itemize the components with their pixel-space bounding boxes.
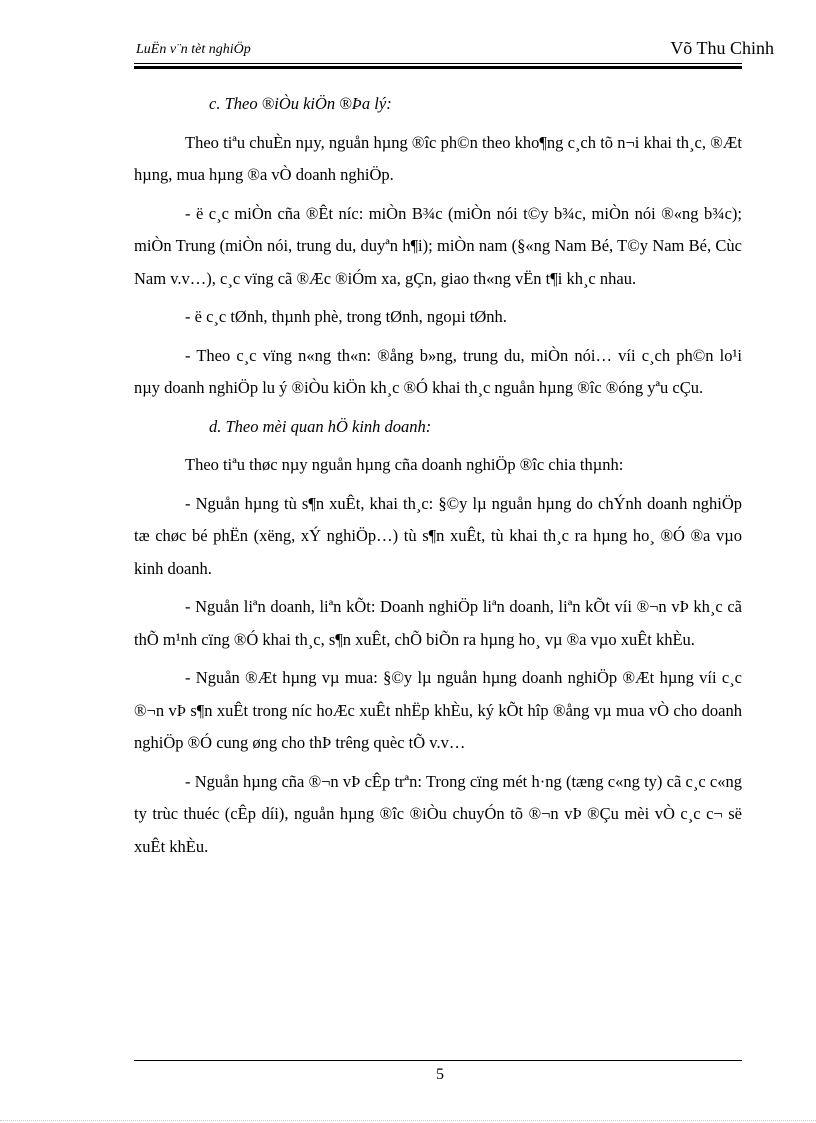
- paragraph: - Nguån ®Æt hµng vµ mua: §©y lµ nguån hµng doanh nghiÖp ®Æt hµng víi c¸c ®¬n vÞ s¶n xuÊt trong níc hoÆc xuÊt nhËp khÈu, ký kÕt hîp ®ång vµ mua vÒ cho doanh nghiÖp ®Ó cung øng cho thÞ trêng quèc tÕ v.v…: [134, 668, 742, 752]
- footer-rule: [134, 1060, 742, 1061]
- paragraph: - Nguån hµng cña ®¬n vÞ cÊp trªn: Trong cïng mét h·ng (tæng c«ng ty) cã c¸c c«ng ty trùc thuéc (cÊp díi), nguån hµng ®îc ®iÒu chuyÓn tõ ®¬n vÞ ®Çu mèi vÒ c¸c c¬ së xuÊt khÈu.: [134, 771, 742, 856]
- paragraph: Theo tiªu thøc nµy nguån hµng cña doanh nghiÖp ®îc chia thµnh:: [185, 455, 624, 474]
- body-text: [134, 88, 742, 869]
- paragraph: - Nguån liªn doanh, liªn kÕt: Doanh nghiÖp liªn doanh, liªn kÕt víi ®¬n vÞ kh¸c cã thÕ m¹nh cïng ®Ó khai th¸c, s¶n xuÊt, chÕ biÕn ra hµng ho¸ vµ ®a vµo xuÊt khÈu.: [134, 597, 742, 649]
- header-rule: [134, 63, 742, 69]
- page-number: 5: [436, 1066, 444, 1083]
- paragraph: - Nguån hµng tù s¶n xuÊt, khai th¸c: §©y lµ nguån hµng do chÝnh doanh nghiÖp tæ chøc bé phËn (xëng, xÝ nghiÖp…) tù s¶n xuÊt, tù khai th¸c ra hµng ho¸ ®Ó ®a vµo kinh doanh.: [134, 493, 742, 578]
- paragraph: - Theo c¸c vïng n«ng th«n: ®ång b»ng, trung du, miÒn nói… víi c¸ch ph©n lo¹i nµy doanh nghiÖp lu ý ®iÒu kiÖn kh¸c ®Ó khai th¸c nguån hµng ®îc ®óng yªu cÇu.: [134, 345, 742, 397]
- paragraph: - ë c¸c tØnh, thµnh phè, trong tØnh, ngoµi tØnh.: [185, 307, 507, 326]
- paragraph: - ë c¸c miÒn cña ®Êt níc: miÒn B¾c (miÒn nói t©y b¾c, miÒn nói ®«ng b¾c); miÒn Trung (miÒn nói, trung du, duyªn h¶i); miÒn nam (§«ng Nam Bé, T©y Nam Bé, Cùc Nam v.v…), c¸c vïng cã ®Æc ®iÓm xa, gÇn, giao th«ng vËn t¶i kh¸c nhau.: [134, 203, 742, 288]
- running-header-title: LuËn v¨n tèt nghiÖp: [136, 42, 251, 57]
- subheading-c: c. Theo ®iÒu kiÖn ®Þa lý:: [209, 94, 392, 113]
- running-header-author: Võ Thu Chinh: [670, 38, 774, 58]
- page-edge-divider: [0, 1120, 816, 1121]
- paragraph: Theo tiªu chuÈn nµy, nguån hµng ®îc ph©n theo kho¶ng c¸ch tõ n¬i khai th¸c, ®Æt hµng, mua hµng ®a vÒ doanh nghiÖp.: [134, 132, 742, 184]
- subheading-d: d. Theo mèi quan hÖ kinh doanh:: [209, 416, 432, 436]
